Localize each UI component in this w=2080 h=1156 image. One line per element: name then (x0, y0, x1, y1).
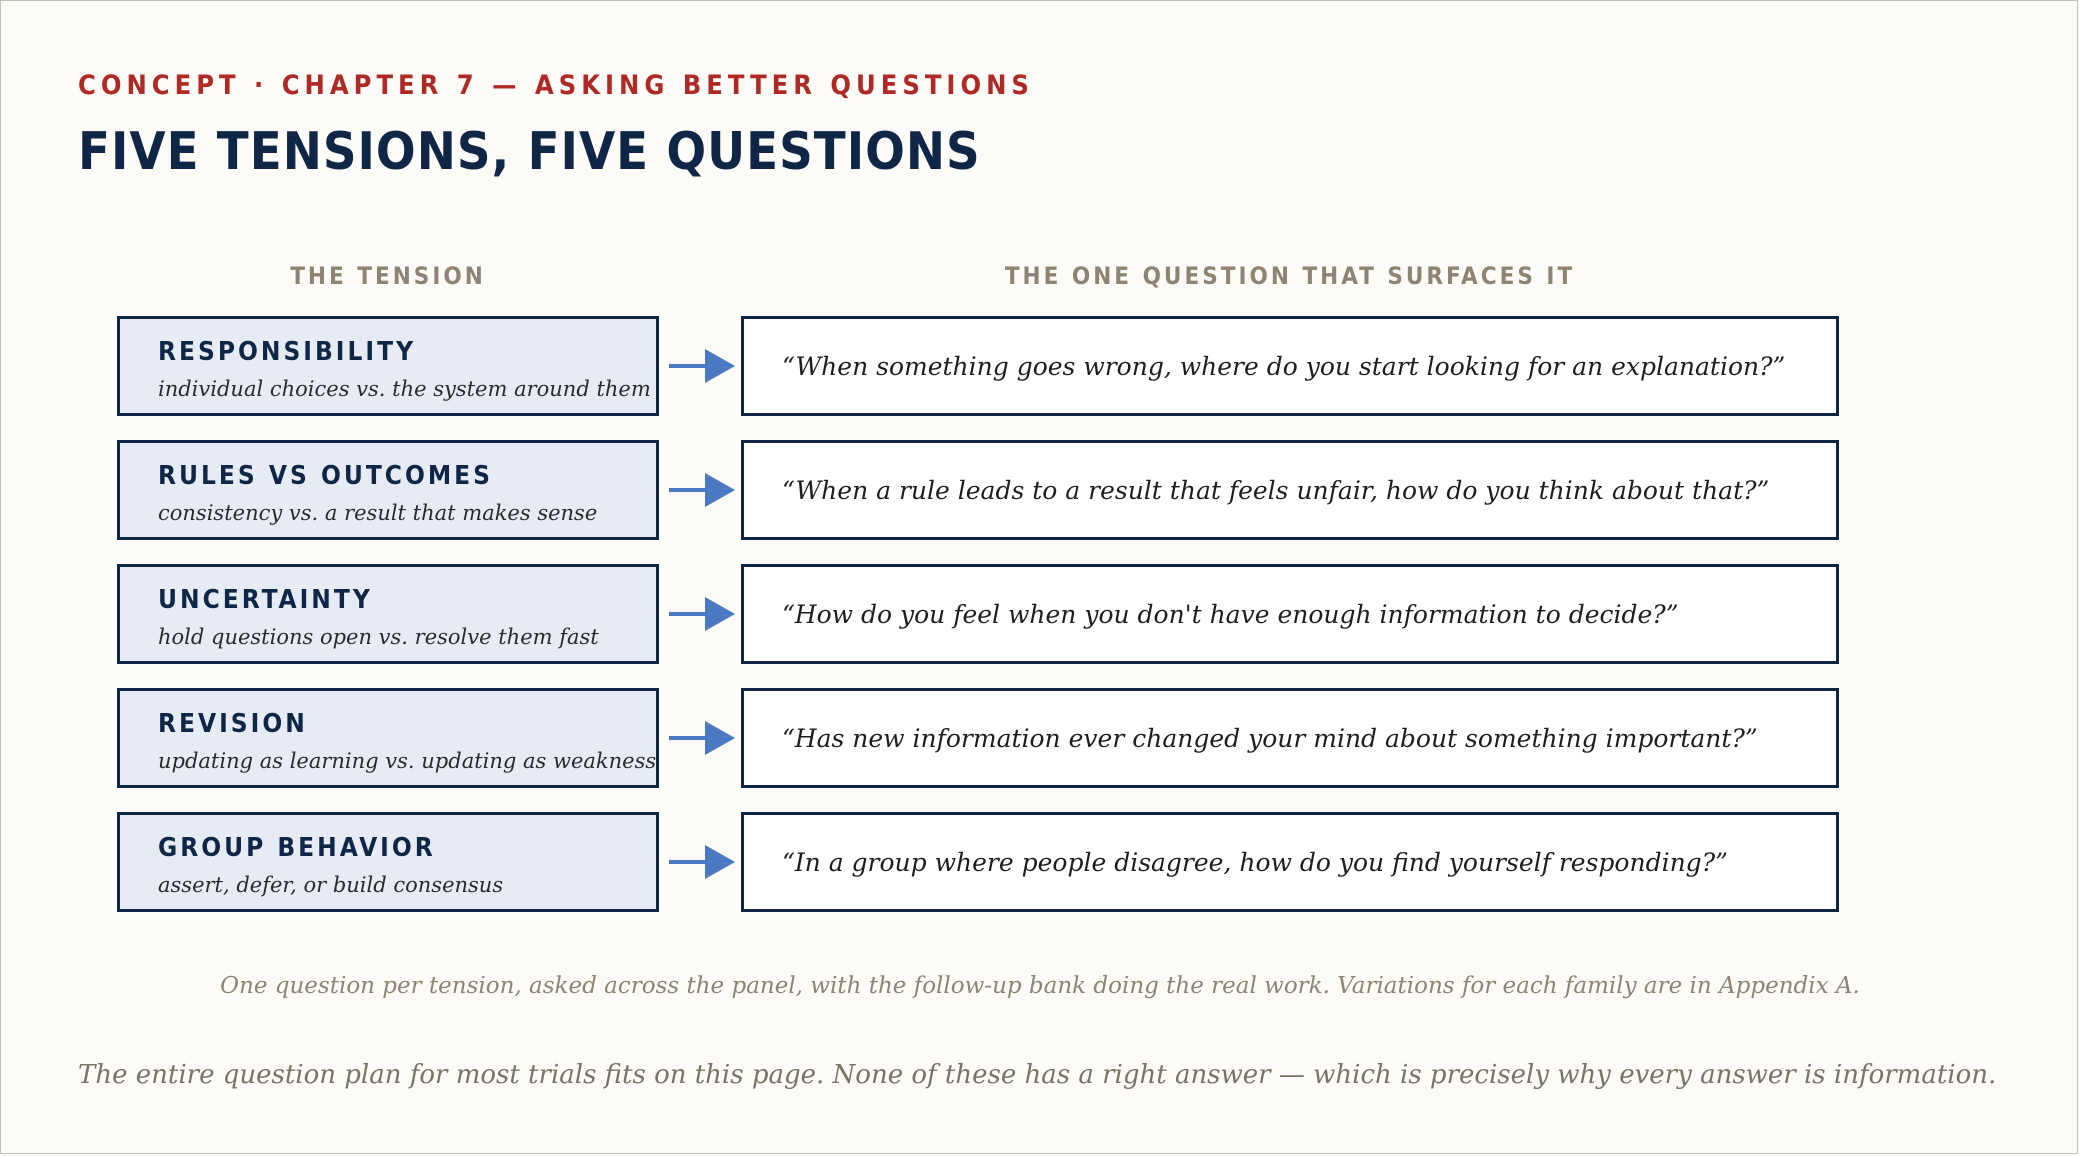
arrow-right-icon (667, 346, 737, 386)
page-title: FIVE TENSIONS, FIVE QUESTIONS (78, 122, 981, 182)
question-text: “How do you feel when you don't have enough information to decide?” (782, 599, 1679, 629)
tension-row (117, 564, 1839, 664)
tension-description: assert, defer, or build consensus (158, 873, 504, 897)
tension-box (117, 440, 659, 540)
tension-box (117, 316, 659, 416)
tension-description: updating as learning vs. updating as weakness (158, 749, 657, 773)
question-text: “When a rule leads to a result that feels unfair, how do you think about that?” (782, 475, 1770, 505)
column-header-question: THE ONE QUESTION THAT SURFACES IT (1004, 262, 1576, 290)
arrow-right-icon (667, 470, 737, 510)
arrow-right-icon (667, 594, 737, 634)
tension-row (117, 316, 1839, 416)
question-box (741, 812, 1839, 912)
question-text: “When something goes wrong, where do you start looking for an explanation?” (782, 351, 1786, 381)
tension-description: hold questions open vs. resolve them fast (158, 625, 599, 649)
tension-name: UNCERTAINTY (158, 585, 373, 615)
tension-name: REVISION (158, 709, 308, 739)
tension-name: RESPONSIBILITY (158, 337, 416, 367)
tension-box (117, 564, 659, 664)
tension-name: RULES VS OUTCOMES (158, 461, 493, 491)
arrow-right-icon (667, 718, 737, 758)
arrow-right-icon (667, 842, 737, 882)
question-box (741, 564, 1839, 664)
question-box (741, 688, 1839, 788)
question-box (741, 440, 1839, 540)
tension-box (117, 812, 659, 912)
closing-statement: The entire question plan for most trials fits on this page. None of these has a right answer — which is precisely why every answer is information. (78, 1060, 1997, 1090)
column-header-tension: THE TENSION (290, 262, 486, 290)
footnote: One question per tension, asked across the panel, with the follow-up bank doing the real work. Variations for each family are in Appendix A. (220, 973, 1860, 999)
tension-description: individual choices vs. the system around them (158, 377, 651, 401)
tension-box (117, 688, 659, 788)
eyebrow-label: CONCEPT · CHAPTER 7 — ASKING BETTER QUESTIONS (78, 70, 1034, 101)
tension-name: GROUP BEHAVIOR (158, 833, 436, 863)
tension-row (117, 440, 1839, 540)
question-text: “Has new information ever changed your mind about something important?” (782, 723, 1758, 753)
tension-row (117, 812, 1839, 912)
tension-description: consistency vs. a result that makes sense (158, 501, 598, 525)
question-text: “In a group where people disagree, how do you find yourself responding?” (782, 847, 1728, 877)
question-box (741, 316, 1839, 416)
tension-row (117, 688, 1839, 788)
